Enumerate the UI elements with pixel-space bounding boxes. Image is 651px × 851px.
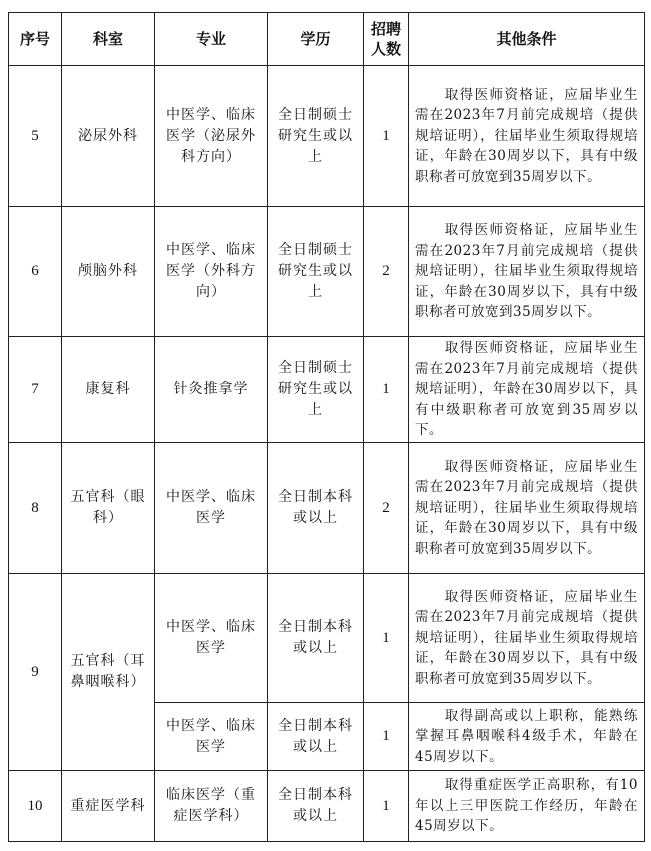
conditions-text: 取得重症医学正高职称，有10年以上三甲医院工作经历，年龄在45周岁以下。 bbox=[415, 777, 638, 835]
table-row bbox=[9, 337, 645, 443]
conditions-text: 取得医师资格证，应届毕业生需在2023年7月前完成规培（提供规培证明），往届毕业生须取得规培证，年龄在30周岁以下，具有中级职称者可放宽到35周岁以下。 bbox=[415, 588, 638, 687]
header-recruit-line1: 招聘 bbox=[370, 20, 401, 38]
header-row bbox=[9, 13, 645, 66]
cell-recruit-count: 1 bbox=[364, 771, 409, 842]
cell-seq: 6 bbox=[9, 207, 62, 337]
cell-major: 中医学、临床医学（外科方向） bbox=[155, 207, 268, 337]
cell-major: 临床医学（重症医学科） bbox=[155, 771, 268, 842]
cell-major: 针灸推拿学 bbox=[155, 337, 268, 443]
conditions-text: 取得医师资格证，应届毕业生需在2023年7月前完成规培（提供规培证明），往届毕业生须取得规培证，年龄在30周岁以下，具有中级职称者可放宽到35周岁以下。 bbox=[415, 86, 638, 185]
cell-recruit-count: 1 bbox=[364, 337, 409, 443]
cell-dept: 五官科（耳鼻咽喉科） bbox=[62, 574, 155, 771]
cell-recruit-count: 1 bbox=[364, 66, 409, 207]
cell-recruit-count: 1 bbox=[364, 574, 409, 703]
cell-dept: 泌尿外科 bbox=[62, 66, 155, 207]
table-row bbox=[9, 207, 645, 337]
cell-dept: 重症医学科 bbox=[62, 771, 155, 842]
table-row bbox=[9, 574, 645, 703]
header-recruit-count bbox=[364, 13, 409, 66]
cell-major: 中医学、临床医学 bbox=[155, 443, 268, 574]
cell-conditions bbox=[409, 66, 645, 207]
cell-edu: 全日制硕士研究生或以上 bbox=[268, 66, 364, 207]
cell-seq: 10 bbox=[9, 771, 62, 842]
conditions-text: 取得副高或以上职称，能熟练掌握耳鼻咽喉科4级手术，年龄在45周岁以下。 bbox=[415, 707, 638, 765]
header-other-conditions: 其他条件 bbox=[409, 13, 645, 66]
table-row bbox=[9, 443, 645, 574]
recruitment-table bbox=[8, 12, 645, 842]
cell-conditions bbox=[409, 703, 645, 771]
table-row bbox=[9, 771, 645, 842]
header-edu: 学历 bbox=[268, 13, 364, 66]
cell-conditions bbox=[409, 771, 645, 842]
header-seq: 序号 bbox=[9, 13, 62, 66]
cell-conditions bbox=[409, 337, 645, 443]
cell-major: 中医学、临床医学 bbox=[155, 574, 268, 703]
cell-dept: 康复科 bbox=[62, 337, 155, 443]
cell-edu: 全日制本科或以上 bbox=[268, 574, 364, 703]
cell-recruit-count: 2 bbox=[364, 443, 409, 574]
conditions-text: 取得医师资格证，应届毕业生需在2023年7月前完成规培（提供规培证明），往届毕业生须取得规培证，年龄在30周岁以下，具有中级职称者可放宽到35周岁以下。 bbox=[415, 458, 638, 557]
header-recruit-line2: 人数 bbox=[370, 40, 401, 58]
cell-seq: 8 bbox=[9, 443, 62, 574]
conditions-text: 取得医师资格证，应届毕业生需在2023年7月前完成规培（提供规培证明），年龄在30周岁以下，具有中级职称者可放宽到35周岁以下。 bbox=[415, 340, 638, 439]
conditions-text: 取得医师资格证，应届毕业生需在2023年7月前完成规培（提供规培证明），往届毕业生须取得规培证，年龄在30周岁以下，具有中级职称者可放宽到35周岁以下。 bbox=[415, 222, 638, 321]
cell-edu: 全日制本科或以上 bbox=[268, 703, 364, 771]
cell-major: 中医学、临床医学（泌尿外科方向） bbox=[155, 66, 268, 207]
cell-edu: 全日制本科或以上 bbox=[268, 443, 364, 574]
cell-seq: 5 bbox=[9, 66, 62, 207]
cell-major: 中医学、临床医学 bbox=[155, 703, 268, 771]
cell-conditions bbox=[409, 207, 645, 337]
header-dept: 科室 bbox=[62, 13, 155, 66]
cell-seq: 7 bbox=[9, 337, 62, 443]
table-row bbox=[9, 66, 645, 207]
cell-edu: 全日制本科或以上 bbox=[268, 771, 364, 842]
cell-edu: 全日制硕士研究生或以上 bbox=[268, 337, 364, 443]
cell-conditions bbox=[409, 443, 645, 574]
cell-dept: 五官科（眼科） bbox=[62, 443, 155, 574]
cell-seq: 9 bbox=[9, 574, 62, 771]
cell-edu: 全日制硕士研究生或以上 bbox=[268, 207, 364, 337]
cell-conditions bbox=[409, 574, 645, 703]
cell-recruit-count: 2 bbox=[364, 207, 409, 337]
cell-dept: 颅脑外科 bbox=[62, 207, 155, 337]
cell-recruit-count: 1 bbox=[364, 703, 409, 771]
header-major: 专业 bbox=[155, 13, 268, 66]
